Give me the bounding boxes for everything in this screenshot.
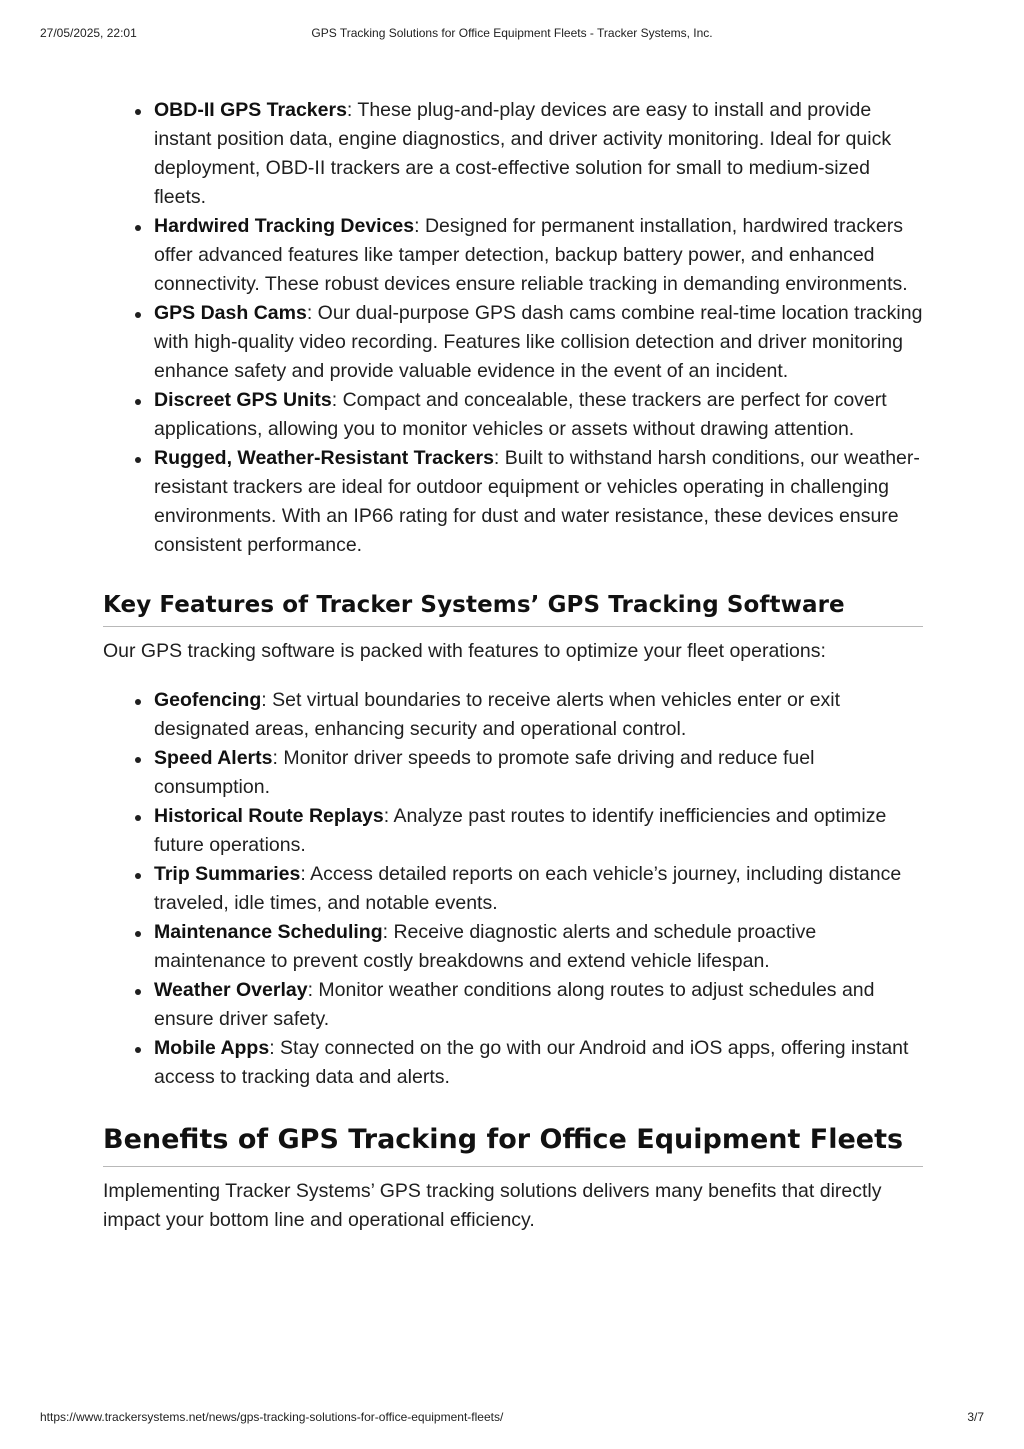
list-item	[154, 918, 923, 976]
list-item-term: Geofencing	[154, 689, 262, 711]
list-item-text: : Designed for permanent installation, hardwired trackers offer advanced features like tamper detection, backup battery power, and enhanced connectivity. These robust devices ensure reliable tracking in demanding environments.	[154, 215, 908, 295]
features-intro: Our GPS tracking software is packed with features to optimize your fleet operations:	[103, 640, 826, 662]
device-list	[103, 96, 923, 560]
list-item	[154, 96, 923, 212]
list-item-term: Trip Summaries	[154, 863, 301, 885]
list-item	[154, 744, 923, 802]
list-item	[154, 444, 923, 560]
list-item-text: : Stay connected on the go with our Android and iOS apps, offering instant access to tracking data and alerts.	[154, 1037, 909, 1088]
list-item	[154, 976, 923, 1034]
list-item-term: Rugged, Weather-Resistant Trackers	[154, 447, 494, 469]
list-item	[154, 802, 923, 860]
benefits-heading: Benefits of GPS Tracking for Office Equipment Fleets	[103, 1122, 923, 1167]
list-item-text: : Monitor driver speeds to promote safe driving and reduce fuel consumption.	[154, 747, 815, 798]
list-item	[154, 299, 923, 386]
list-item	[154, 860, 923, 918]
print-datetime: 27/05/2025, 22:01	[40, 26, 137, 40]
print-url: https://www.trackersystems.net/news/gps-tracking-solutions-for-office-equipment-fleets/	[40, 1410, 504, 1424]
print-footer	[40, 1410, 984, 1426]
list-item-term: Historical Route Replays	[154, 805, 384, 827]
list-item-text: : Built to withstand harsh conditions, our weather-resistant trackers are ideal for outdoor equipment or vehicles operating in challenging environments. With an IP66 rating for dust and water resistance, these devices ensure consistent performance.	[154, 447, 920, 556]
list-item-term: Discreet GPS Units	[154, 389, 332, 411]
list-item	[154, 212, 923, 299]
list-item-term: Hardwired Tracking Devices	[154, 215, 415, 237]
page-number: 3/7	[967, 1410, 984, 1424]
list-item-term: Weather Overlay	[154, 979, 308, 1001]
list-item-term: OBD-II GPS Trackers	[154, 99, 347, 121]
print-page-title: GPS Tracking Solutions for Office Equipment Fleets - Tracker Systems, Inc.	[311, 26, 713, 40]
features-list	[103, 686, 923, 1092]
list-item-text: : These plug-and-play devices are easy to install and provide instant position data, engine diagnostics, and driver activity monitoring. Ideal for quick deployment, OBD-II trackers are a cost-effective solution for small to medium-sized fleets.	[154, 99, 892, 208]
list-item-term: Speed Alerts	[154, 747, 273, 769]
list-item-term: Mobile Apps	[154, 1037, 270, 1059]
list-item-term: GPS Dash Cams	[154, 302, 307, 324]
list-item-text: : Receive diagnostic alerts and schedule proactive maintenance to prevent costly breakdowns and extend vehicle lifespan.	[154, 921, 817, 972]
list-item-text: : Set virtual boundaries to receive alerts when vehicles enter or exit designated areas, enhancing security and operational control.	[154, 689, 841, 740]
article-content	[103, 96, 923, 1235]
features-heading: Key Features of Tracker Systems’ GPS Tracking Software	[103, 590, 923, 627]
list-item-text: : Analyze past routes to identify inefficiencies and optimize future operations.	[154, 805, 887, 856]
list-item-text: : Access detailed reports on each vehicle’s journey, including distance traveled, idle times, and notable events.	[154, 863, 902, 914]
print-header	[40, 26, 984, 42]
list-item-text: : Compact and concealable, these trackers are perfect for covert applications, allowing you to monitor vehicles or assets without drawing attention.	[154, 389, 887, 440]
list-item-term: Maintenance Scheduling	[154, 921, 383, 943]
list-item-text: : Our dual-purpose GPS dash cams combine real-time location tracking with high-quality video recording. Features like collision detection and driver monitoring enhance safety and provide valuable evidence in the event of an incident.	[154, 302, 923, 382]
list-item	[154, 386, 923, 444]
list-item	[154, 686, 923, 744]
benefits-intro: Implementing Tracker Systems’ GPS tracking solutions delivers many benefits that directly impact your bottom line and operational efficiency.	[103, 1180, 882, 1231]
list-item	[154, 1034, 923, 1092]
list-item-text: : Monitor weather conditions along routes to adjust schedules and ensure driver safety.	[154, 979, 875, 1030]
